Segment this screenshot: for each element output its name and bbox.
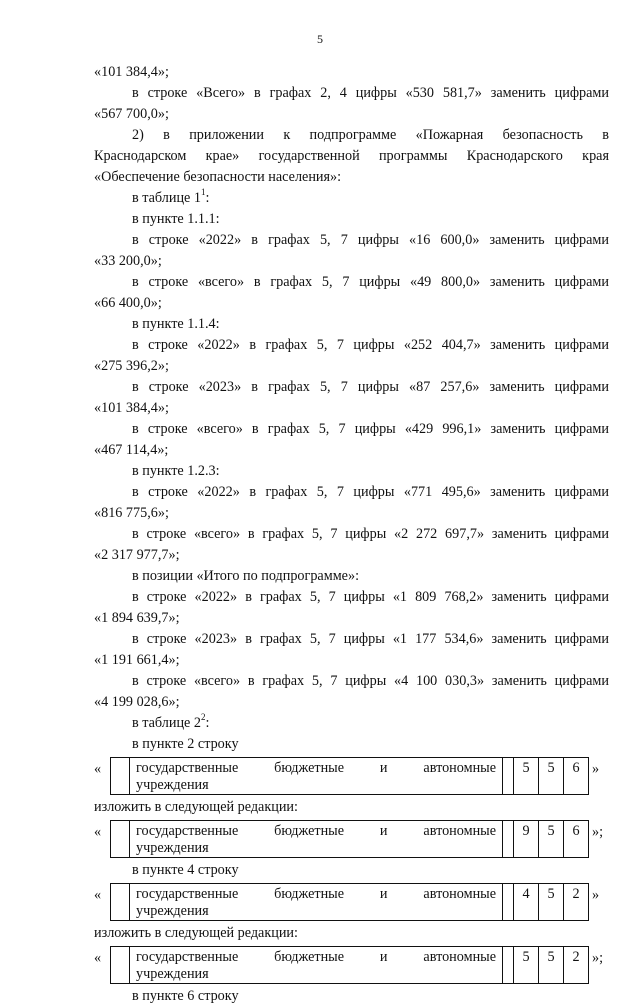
text-line: Краснодарском крае» государственной программы Краснодарского края (94, 148, 609, 164)
empty-cell (111, 947, 130, 984)
text-line: в строке «2022» в графах 5, 7 цифры «16 600,0» заменить цифрами (132, 232, 609, 248)
text-line: 2) в приложении к подпрограмме «Пожарная безопасность в (132, 127, 609, 143)
value-cell: 6 (564, 758, 589, 795)
value-cell: 5 (539, 758, 564, 795)
empty-cell (503, 821, 514, 858)
text-line: в таблице $2^2$: (132, 712, 210, 731)
text-line: «816 775,6»; (94, 505, 169, 521)
text-lines (94, 62, 609, 734)
value-cell: 5 (514, 758, 539, 795)
closing-quote: »; (592, 950, 604, 966)
value-cell: 5 (539, 947, 564, 984)
row-table (110, 946, 589, 984)
page-number: 5 (317, 32, 323, 46)
closing-line: в пункте 6 строку (132, 988, 239, 1004)
text-line: «1 894 639,7»; (94, 610, 180, 626)
name-cell: государственные бюджетные и автономные учреждения (130, 821, 503, 858)
text-line: в строке «2022» в графах 5, 7 цифры «1 809 768,2» заменить цифрами (132, 589, 609, 605)
document-body (94, 62, 609, 1007)
text-line: в пункте 1.1.1: (132, 211, 220, 227)
table-caption: в пункте 4 строку (132, 862, 239, 878)
text-line: в позиции «Итого по подпрограмме»: (132, 568, 360, 584)
footnote-mark: 1 (200, 187, 206, 198)
empty-cell (503, 884, 514, 921)
empty-cell (503, 947, 514, 984)
value-cell: 2 (564, 884, 589, 921)
value-cell: 5 (539, 884, 564, 921)
closing-quote: » (592, 761, 600, 777)
table-row (94, 946, 609, 986)
text-line: «467 114,4»; (94, 442, 169, 458)
table-caption: изложить в следующей редакции: (94, 799, 298, 815)
opening-quote: « (94, 950, 102, 966)
value-cell: 6 (564, 821, 589, 858)
text-line: «4 199 028,6»; (94, 694, 180, 710)
name-cell: государственные бюджетные и автономные учреждения (130, 884, 503, 921)
text-line: в строке «2022» в графах 5, 7 цифры «252 404,7» заменить цифрами (132, 337, 609, 353)
row-table (110, 883, 589, 921)
name-cell: государственные бюджетные и автономные учреждения (130, 947, 503, 984)
empty-cell (111, 821, 130, 858)
text-line: «101 384,4»; (94, 400, 169, 416)
name-cell: государственные бюджетные и автономные учреждения (130, 758, 503, 795)
text-line: в строке «2022» в графах 5, 7 цифры «771 495,6» заменить цифрами (132, 484, 609, 500)
text-line: «66 400,0»; (94, 295, 162, 311)
footnote-mark: 2 (200, 712, 206, 723)
text-line: в строке «всего» в графах 5, 7 цифры «49 800,0» заменить цифрами (132, 274, 609, 290)
value-cell: 5 (514, 947, 539, 984)
closing-quote: » (592, 887, 600, 903)
text-line: в строке «всего» в графах 5, 7 цифры «4 100 030,3» заменить цифрами (132, 673, 609, 689)
text-line: в строке «2023» в графах 5, 7 цифры «1 177 534,6» заменить цифрами (132, 631, 609, 647)
text-line: «1 191 661,4»; (94, 652, 180, 668)
empty-cell (111, 884, 130, 921)
closing-quote: »; (592, 824, 604, 840)
text-line: в строке «всего» в графах 5, 7 цифры «2 272 697,7» заменить цифрами (132, 526, 609, 542)
row-table (110, 757, 589, 795)
text-line: в строке «всего» в графах 5, 7 цифры «429 996,1» заменить цифрами (132, 421, 609, 437)
value-cell: 2 (564, 947, 589, 984)
table-caption: изложить в следующей редакции: (94, 925, 298, 941)
table-caption: в пункте 2 строку (132, 736, 239, 752)
text-line: «Обеспечение безопасности населения»: (94, 169, 342, 185)
text-line: «567 700,0»; (94, 106, 169, 122)
empty-cell (111, 758, 130, 795)
text-line: «2 317 977,7»; (94, 547, 180, 563)
opening-quote: « (94, 887, 102, 903)
table-row (94, 820, 609, 860)
text-line: в строке «2023» в графах 5, 7 цифры «87 257,6» заменить цифрами (132, 379, 609, 395)
text-line: в пункте 1.2.3: (132, 463, 220, 479)
empty-cell (503, 758, 514, 795)
value-cell: 4 (514, 884, 539, 921)
opening-quote: « (94, 761, 102, 777)
text-line: «33 200,0»; (94, 253, 162, 269)
value-cell: 9 (514, 821, 539, 858)
value-cell: 5 (539, 821, 564, 858)
table-blocks (94, 734, 609, 986)
text-line: «275 396,2»; (94, 358, 169, 374)
table-row (94, 757, 609, 797)
text-line: в строке «Всего» в графах 2, 4 цифры «530 581,7» заменить цифрами (132, 85, 609, 101)
text-line: в пункте 1.1.4: (132, 316, 220, 332)
text-line: «101 384,4»; (94, 64, 169, 80)
row-table (110, 820, 589, 858)
text-line: в таблице $1^1$: (132, 187, 210, 206)
opening-quote: « (94, 824, 102, 840)
table-row (94, 883, 609, 923)
